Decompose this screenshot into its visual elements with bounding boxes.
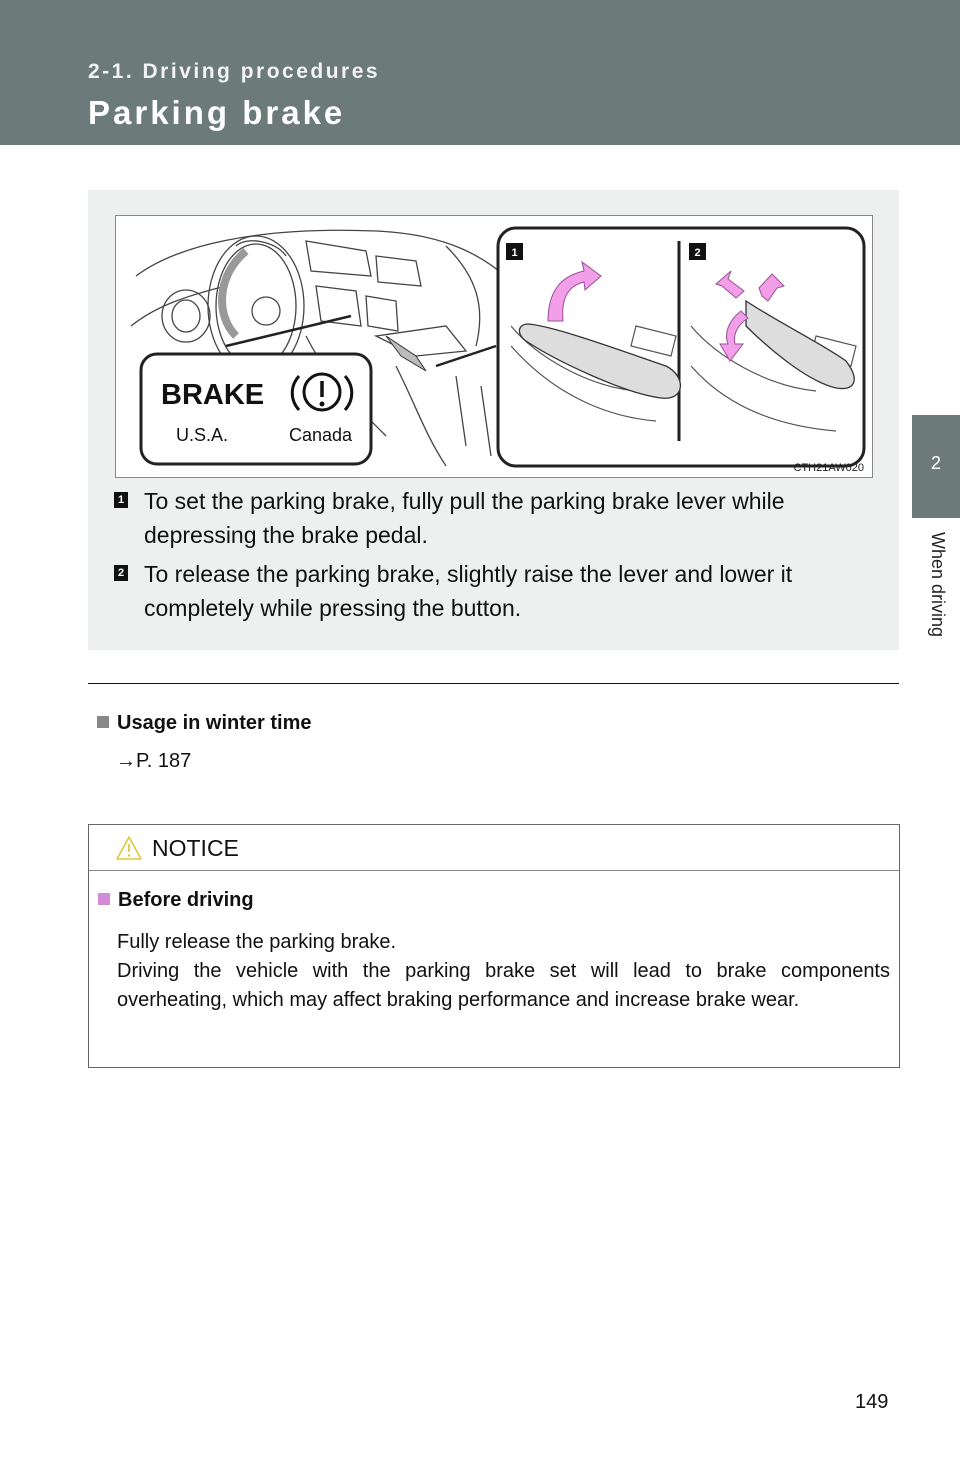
section-title: 2-1. Driving procedures	[88, 60, 381, 83]
notice-box	[88, 824, 900, 1068]
notice-heading-text: Before driving	[118, 889, 254, 911]
page-header	[0, 0, 960, 145]
illustration	[115, 215, 873, 478]
callout-1-number: 1	[511, 247, 518, 259]
notice-label: NOTICE	[152, 835, 239, 861]
brake-indicator-text: BRAKE	[161, 379, 265, 411]
notice-body	[117, 928, 890, 1015]
canada-label: Canada	[289, 425, 353, 445]
step-1-badge: 1	[114, 492, 128, 508]
chapter-tab[interactable]: 2	[912, 415, 960, 518]
usage-heading	[97, 712, 312, 735]
page-number: 149	[855, 1391, 889, 1413]
callout-2-number: 2	[694, 247, 701, 259]
page-title: Parking brake	[88, 94, 346, 131]
notice-heading	[98, 889, 254, 912]
procedure-box	[88, 190, 899, 650]
notice-square-icon	[98, 893, 110, 905]
notice-header	[89, 825, 899, 871]
warning-triangle-icon	[115, 835, 143, 861]
section-divider	[88, 683, 899, 684]
dashboard-illustration	[116, 216, 872, 477]
notice-line-1: Fully release the parking brake.	[117, 931, 397, 953]
step-1-text: To set the parking brake, fully pull the parking brake lever while depressing the brake pedal.	[144, 488, 785, 548]
usage-heading-text: Usage in winter time	[117, 712, 312, 734]
chapter-label: When driving	[928, 532, 948, 638]
heading-square-icon	[97, 716, 109, 728]
step-2-text: To release the parking brake, slightly raise the lever and lower it completely while pressing the button.	[144, 561, 793, 621]
figure-code: CTH21AW020	[793, 462, 864, 474]
usa-label: U.S.A.	[176, 425, 229, 445]
notice-line-2: Driving the vehicle with the parking brake set will lead to brake components overheating, which may affect braking performance and increase brake wear.	[117, 960, 890, 1011]
page-reference-link[interactable]: →P. 187	[116, 750, 192, 772]
step-2-badge: 2	[114, 565, 128, 581]
